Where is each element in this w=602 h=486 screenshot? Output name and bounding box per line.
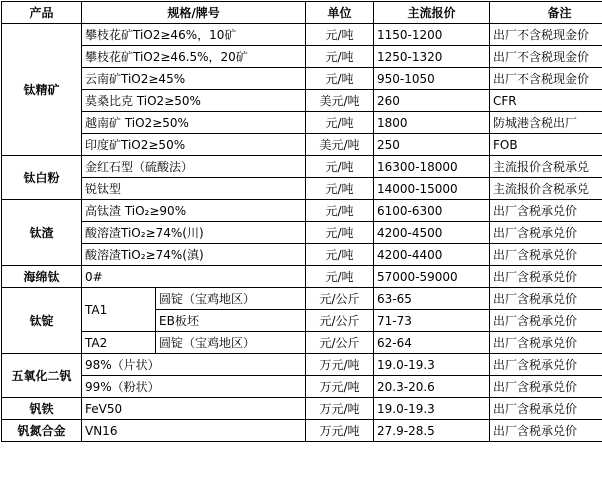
product-spec: 99%（粉状） [82,376,306,398]
product-remark: CFR [490,90,602,112]
product-category: 钛渣 [2,200,82,266]
product-spec: 98%（片状） [82,354,306,376]
table-row [2,112,602,134]
product-spec: 高钛渣 TiO₂≥90% [82,200,306,222]
product-spec: EB板坯 [156,310,306,332]
product-unit: 元/吨 [306,24,374,46]
product-price: 20.3-20.6 [374,376,490,398]
product-grade: TA1 [82,288,156,332]
product-price: 1800 [374,112,490,134]
price-table [1,1,602,442]
table-row [2,288,602,310]
product-unit: 元/吨 [306,68,374,90]
product-price: 63-65 [374,288,490,310]
table-row [2,68,602,90]
product-unit: 元/公斤 [306,310,374,332]
product-price: 57000-59000 [374,266,490,288]
column-header-spec: 规格/牌号 [82,2,306,24]
product-remark: 主流报价含税承兑 [490,156,602,178]
product-remark: 出厂含税承兑价 [490,310,602,332]
product-unit: 元/吨 [306,178,374,200]
product-spec: FeV50 [82,398,306,420]
column-header-product: 产品 [2,2,82,24]
product-spec: 酸溶渣TiO₂≥74%(川) [82,222,306,244]
table-row [2,354,602,376]
product-remark: FOB [490,134,602,156]
product-unit: 美元/吨 [306,134,374,156]
product-remark: 出厂含税承兑价 [490,200,602,222]
table-row [2,46,602,68]
product-spec: 越南矿 TiO2≥50% [82,112,306,134]
product-price: 16300-18000 [374,156,490,178]
product-unit: 元/吨 [306,200,374,222]
product-category: 钛锭 [2,288,82,354]
product-remark: 出厂不含税现金价 [490,24,602,46]
product-spec: 云南矿TiO2≥45% [82,68,306,90]
product-spec: 酸溶渣TiO₂≥74%(滇) [82,244,306,266]
product-price: 4200-4500 [374,222,490,244]
product-category: 钛精矿 [2,24,82,156]
product-price: 6100-6300 [374,200,490,222]
product-remark: 出厂含税承兑价 [490,288,602,310]
product-price: 950-1050 [374,68,490,90]
product-unit: 万元/吨 [306,376,374,398]
product-spec: VN16 [82,420,306,442]
product-unit: 元/公斤 [306,332,374,354]
product-remark: 出厂含税承兑价 [490,266,602,288]
table-row [2,178,602,200]
product-price: 250 [374,134,490,156]
product-price: 1250-1320 [374,46,490,68]
product-remark: 出厂含税承兑价 [490,244,602,266]
product-price: 19.0-19.3 [374,354,490,376]
product-spec: 圆锭（宝鸡地区） [156,332,306,354]
table-row [2,222,602,244]
product-price: 71-73 [374,310,490,332]
product-unit: 元/吨 [306,244,374,266]
product-price: 27.9-28.5 [374,420,490,442]
table-row [2,376,602,398]
product-remark: 防城港含税出厂 [490,112,602,134]
product-remark: 出厂含税承兑价 [490,354,602,376]
table-row [2,90,602,112]
column-header-price: 主流报价 [374,2,490,24]
product-unit: 万元/吨 [306,420,374,442]
product-category: 钒氮合金 [2,420,82,442]
product-unit: 万元/吨 [306,398,374,420]
product-remark: 出厂含税承兑价 [490,420,602,442]
product-category: 钒铁 [2,398,82,420]
product-category: 五氧化二钒 [2,354,82,398]
product-unit: 元/吨 [306,266,374,288]
table-row [2,266,602,288]
product-grade: TA2 [82,332,156,354]
table-row [2,156,602,178]
product-spec: 圆锭（宝鸡地区） [156,288,306,310]
table-row [2,398,602,420]
product-remark: 出厂含税承兑价 [490,398,602,420]
product-unit: 元/吨 [306,112,374,134]
product-spec: 攀枝花矿TiO2≥46.5%，20矿 [82,46,306,68]
product-spec: 金红石型（硫酸法） [82,156,306,178]
table-row [2,200,602,222]
table-row [2,244,602,266]
product-remark: 出厂不含税现金价 [490,68,602,90]
product-spec: 印度矿TiO2≥50% [82,134,306,156]
product-remark: 主流报价含税承兑 [490,178,602,200]
product-spec: 攀枝花矿TiO2≥46%，10矿 [82,24,306,46]
product-price: 62-64 [374,332,490,354]
product-remark: 出厂含税承兑价 [490,376,602,398]
product-category: 钛白粉 [2,156,82,200]
product-unit: 元/吨 [306,156,374,178]
table-row [2,332,602,354]
product-unit: 万元/吨 [306,354,374,376]
product-price: 260 [374,90,490,112]
product-spec: 0# [82,266,306,288]
product-price: 4200-4400 [374,244,490,266]
product-remark: 出厂不含税现金价 [490,46,602,68]
table-header [2,2,602,24]
product-unit: 元/吨 [306,46,374,68]
column-header-unit: 单位 [306,2,374,24]
table-row [2,420,602,442]
product-remark: 出厂含税承兑价 [490,222,602,244]
column-header-remark: 备注 [490,2,602,24]
table-row [2,24,602,46]
header-row [2,2,602,24]
product-remark: 出厂含税承兑价 [490,332,602,354]
product-unit: 元/公斤 [306,288,374,310]
table-body [2,24,602,442]
table-row [2,134,602,156]
product-price: 19.0-19.3 [374,398,490,420]
product-spec: 锐钛型 [82,178,306,200]
product-unit: 元/吨 [306,222,374,244]
product-price: 14000-15000 [374,178,490,200]
product-category: 海绵钛 [2,266,82,288]
product-unit: 美元/吨 [306,90,374,112]
product-spec: 莫桑比克 TiO2≥50% [82,90,306,112]
product-price: 1150-1200 [374,24,490,46]
